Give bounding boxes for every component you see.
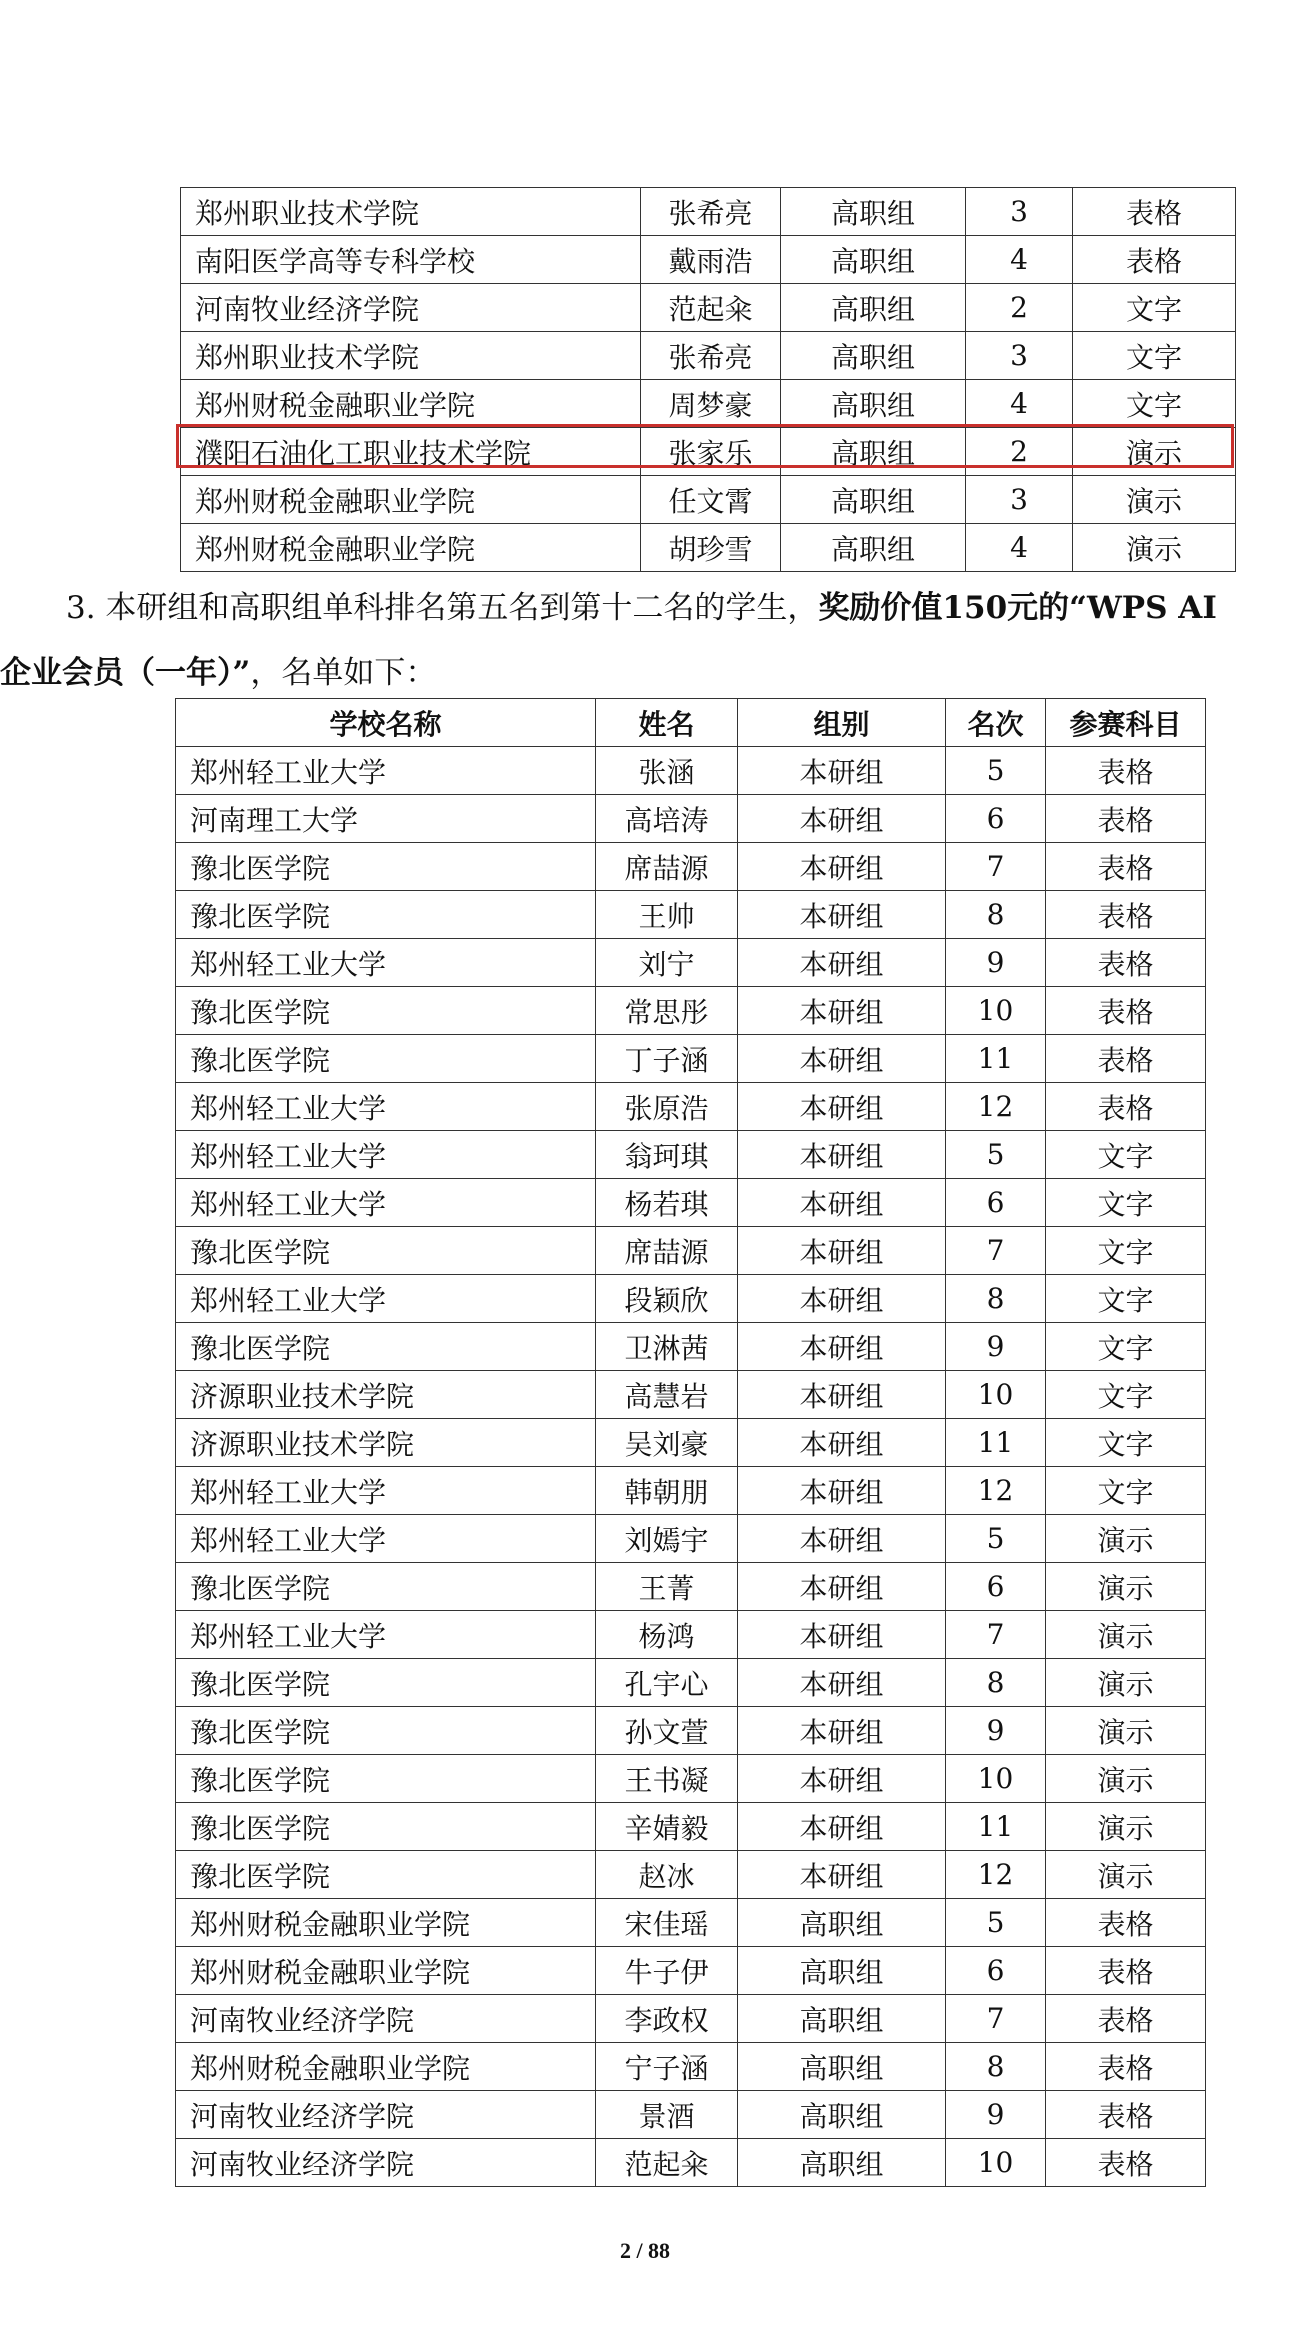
table-row	[176, 1467, 1206, 1515]
table-row	[176, 1035, 1206, 1083]
cell-rank: 8	[946, 2043, 1046, 2091]
award-paragraph-suffix: ，名单如下：	[250, 655, 437, 691]
award-paragraph-line-1	[66, 582, 1217, 627]
cell-rank: 6	[946, 1947, 1046, 1995]
table-row	[176, 1563, 1206, 1611]
cell-subject: 表格	[1046, 891, 1206, 939]
cell-rank: 10	[946, 2139, 1046, 2187]
cell-school: 豫北医学院	[176, 1563, 596, 1611]
cell-group: 本研组	[738, 1803, 946, 1851]
cell-group: 本研组	[738, 843, 946, 891]
cell-group: 高职组	[781, 332, 966, 380]
table-row	[176, 2091, 1206, 2139]
cell-group: 高职组	[738, 1899, 946, 1947]
cell-name: 张希亮	[641, 332, 781, 380]
cell-name: 范起籴	[641, 284, 781, 332]
cell-school: 豫北医学院	[176, 1851, 596, 1899]
cell-group: 本研组	[738, 891, 946, 939]
cell-subject: 表格	[1073, 188, 1236, 236]
cell-rank: 8	[946, 1275, 1046, 1323]
cell-group: 本研组	[738, 1467, 946, 1515]
header-group: 组别	[738, 699, 946, 747]
cell-subject: 演示	[1046, 1851, 1206, 1899]
cell-name: 赵冰	[596, 1851, 738, 1899]
award-prize-text-cont: 企业会员（一年）”	[0, 655, 251, 691]
cell-rank: 9	[946, 939, 1046, 987]
cell-rank: 2	[966, 284, 1073, 332]
cell-subject: 表格	[1073, 236, 1236, 284]
cell-name: 宋佳瑶	[596, 1899, 738, 1947]
cell-school: 河南牧业经济学院	[176, 2091, 596, 2139]
cell-school: 豫北医学院	[176, 1323, 596, 1371]
cell-group: 高职组	[781, 236, 966, 284]
cell-subject: 演示	[1073, 476, 1236, 524]
cell-school: 郑州轻工业大学	[176, 747, 596, 795]
table-row	[181, 332, 1236, 380]
cell-subject: 表格	[1046, 1899, 1206, 1947]
cell-rank: 10	[946, 1755, 1046, 1803]
cell-school: 豫北医学院	[176, 1707, 596, 1755]
cell-group: 本研组	[738, 987, 946, 1035]
cell-group: 本研组	[738, 1563, 946, 1611]
cell-name: 孔宇心	[596, 1659, 738, 1707]
cell-name: 翁珂琪	[596, 1131, 738, 1179]
cell-rank: 4	[966, 236, 1073, 284]
cell-rank: 8	[946, 891, 1046, 939]
cell-group: 高职组	[781, 428, 966, 476]
cell-school: 济源职业技术学院	[176, 1419, 596, 1467]
cell-name: 王菁	[596, 1563, 738, 1611]
cell-group: 本研组	[738, 1755, 946, 1803]
table-header-row	[176, 699, 1206, 747]
cell-name: 张家乐	[641, 428, 781, 476]
cell-group: 本研组	[738, 795, 946, 843]
cell-name: 周梦豪	[641, 380, 781, 428]
table-row	[181, 284, 1236, 332]
cell-school: 豫北医学院	[176, 843, 596, 891]
table-row	[176, 2139, 1206, 2187]
cell-group: 高职组	[738, 2139, 946, 2187]
cell-subject: 表格	[1046, 747, 1206, 795]
table-row	[181, 428, 1236, 476]
cell-subject: 文字	[1046, 1467, 1206, 1515]
cell-name: 戴雨浩	[641, 236, 781, 284]
cell-rank: 3	[966, 476, 1073, 524]
cell-group: 高职组	[781, 380, 966, 428]
cell-subject: 文字	[1046, 1323, 1206, 1371]
table-row	[176, 987, 1206, 1035]
cell-rank: 9	[946, 2091, 1046, 2139]
cell-rank: 12	[946, 1851, 1046, 1899]
cell-school: 郑州财税金融职业学院	[176, 2043, 596, 2091]
cell-group: 本研组	[738, 1323, 946, 1371]
cell-school: 濮阳石油化工职业技术学院	[181, 428, 641, 476]
cell-name: 王帅	[596, 891, 738, 939]
header-name: 姓名	[596, 699, 738, 747]
table-row	[176, 1995, 1206, 2043]
cell-school: 豫北医学院	[176, 1803, 596, 1851]
cell-subject: 表格	[1046, 1947, 1206, 1995]
cell-name: 杨鸿	[596, 1611, 738, 1659]
cell-subject: 文字	[1073, 284, 1236, 332]
cell-name: 辛婧毅	[596, 1803, 738, 1851]
cell-rank: 7	[946, 843, 1046, 891]
cell-rank: 10	[946, 987, 1046, 1035]
cell-subject: 表格	[1046, 1995, 1206, 2043]
table-row	[176, 939, 1206, 987]
cell-subject: 表格	[1046, 939, 1206, 987]
cell-school: 豫北医学院	[176, 1227, 596, 1275]
cell-rank: 3	[966, 332, 1073, 380]
cell-name: 李政权	[596, 1995, 738, 2043]
cell-subject: 表格	[1046, 987, 1206, 1035]
cell-subject: 表格	[1046, 2091, 1206, 2139]
cell-rank: 6	[946, 1563, 1046, 1611]
cell-school: 豫北医学院	[176, 891, 596, 939]
table-row	[176, 1707, 1206, 1755]
cell-name: 王书凝	[596, 1755, 738, 1803]
cell-rank: 6	[946, 1179, 1046, 1227]
cell-name: 刘宁	[596, 939, 738, 987]
cell-rank: 9	[946, 1707, 1046, 1755]
cell-subject: 演示	[1046, 1755, 1206, 1803]
table-row	[176, 1947, 1206, 1995]
cell-group: 高职组	[781, 524, 966, 572]
cell-rank: 11	[946, 1419, 1046, 1467]
cell-subject: 演示	[1046, 1803, 1206, 1851]
cell-group: 高职组	[738, 1947, 946, 1995]
cell-group: 高职组	[738, 2091, 946, 2139]
cell-rank: 11	[946, 1803, 1046, 1851]
cell-name: 刘嫣宇	[596, 1515, 738, 1563]
cell-subject: 文字	[1046, 1131, 1206, 1179]
cell-subject: 表格	[1046, 795, 1206, 843]
cell-school: 郑州轻工业大学	[176, 1467, 596, 1515]
cell-name: 高慧岩	[596, 1371, 738, 1419]
cell-subject: 表格	[1046, 1035, 1206, 1083]
table-row	[181, 236, 1236, 284]
table-row	[176, 747, 1206, 795]
cell-rank: 4	[966, 524, 1073, 572]
table-row	[176, 1803, 1206, 1851]
cell-group: 本研组	[738, 1371, 946, 1419]
table-row	[176, 1515, 1206, 1563]
table-row	[176, 1131, 1206, 1179]
cell-subject: 表格	[1046, 2139, 1206, 2187]
cell-name: 高培涛	[596, 795, 738, 843]
cell-group: 高职组	[781, 188, 966, 236]
cell-school: 郑州轻工业大学	[176, 1611, 596, 1659]
cell-school: 郑州轻工业大学	[176, 1515, 596, 1563]
cell-subject: 演示	[1046, 1515, 1206, 1563]
cell-rank: 5	[946, 1899, 1046, 1947]
cell-school: 济源职业技术学院	[176, 1371, 596, 1419]
cell-subject: 演示	[1046, 1659, 1206, 1707]
table-row	[181, 380, 1236, 428]
cell-school: 河南牧业经济学院	[176, 2139, 596, 2187]
cell-subject: 文字	[1046, 1419, 1206, 1467]
cell-school: 郑州职业技术学院	[181, 332, 641, 380]
cell-subject: 演示	[1073, 428, 1236, 476]
cell-group: 本研组	[738, 1419, 946, 1467]
cell-name: 任文霄	[641, 476, 781, 524]
cell-rank: 5	[946, 747, 1046, 795]
cell-name: 张希亮	[641, 188, 781, 236]
table-row	[181, 188, 1236, 236]
cell-name: 段颖欣	[596, 1275, 738, 1323]
cell-school: 河南理工大学	[176, 795, 596, 843]
award-prize-text: 奖励价值150元的“WPS AI	[818, 590, 1217, 626]
table-row	[176, 843, 1206, 891]
table-row	[176, 1755, 1206, 1803]
cell-subject: 演示	[1073, 524, 1236, 572]
cell-group: 高职组	[781, 284, 966, 332]
table-row	[181, 524, 1236, 572]
cell-rank: 7	[946, 1227, 1046, 1275]
rank5-12-winners-table	[175, 698, 1206, 2187]
cell-subject: 表格	[1046, 2043, 1206, 2091]
cell-rank: 9	[946, 1323, 1046, 1371]
table-row	[176, 1179, 1206, 1227]
cell-school: 河南牧业经济学院	[176, 1995, 596, 2043]
cell-name: 范起籴	[596, 2139, 738, 2187]
cell-subject: 文字	[1046, 1371, 1206, 1419]
winners-table-continued	[180, 187, 1236, 572]
page-number: 2 / 88	[619, 2238, 671, 2263]
cell-name: 牛子伊	[596, 1947, 738, 1995]
cell-subject: 文字	[1046, 1179, 1206, 1227]
table-row	[176, 1659, 1206, 1707]
cell-group: 本研组	[738, 1515, 946, 1563]
cell-rank: 11	[946, 1035, 1046, 1083]
award-paragraph-text: 3. 本研组和高职组单科排名第五名到第十二名的学生，	[66, 590, 819, 626]
cell-school: 南阳医学高等专科学校	[181, 236, 641, 284]
cell-name: 席喆源	[596, 843, 738, 891]
cell-name: 宁子涵	[596, 2043, 738, 2091]
table-row	[176, 2043, 1206, 2091]
table-row	[176, 1851, 1206, 1899]
cell-subject: 演示	[1046, 1611, 1206, 1659]
cell-group: 本研组	[738, 1227, 946, 1275]
cell-rank: 7	[946, 1995, 1046, 2043]
cell-name: 景酒	[596, 2091, 738, 2139]
cell-group: 本研组	[738, 1035, 946, 1083]
cell-name: 韩朝朋	[596, 1467, 738, 1515]
cell-school: 豫北医学院	[176, 987, 596, 1035]
award-paragraph-line-2	[0, 647, 436, 692]
cell-school: 豫北医学院	[176, 1755, 596, 1803]
cell-name: 席喆源	[596, 1227, 738, 1275]
table-row	[176, 1611, 1206, 1659]
cell-rank: 7	[946, 1611, 1046, 1659]
cell-group: 本研组	[738, 1179, 946, 1227]
cell-rank: 5	[946, 1515, 1046, 1563]
cell-subject: 表格	[1046, 1083, 1206, 1131]
cell-subject: 演示	[1046, 1707, 1206, 1755]
cell-name: 孙文萱	[596, 1707, 738, 1755]
cell-rank: 12	[946, 1467, 1046, 1515]
cell-subject: 文字	[1046, 1227, 1206, 1275]
header-rank: 名次	[946, 699, 1046, 747]
cell-school: 郑州财税金融职业学院	[181, 524, 641, 572]
cell-school: 郑州财税金融职业学院	[181, 476, 641, 524]
cell-rank: 2	[966, 428, 1073, 476]
cell-subject: 文字	[1073, 380, 1236, 428]
cell-name: 常思彤	[596, 987, 738, 1035]
cell-group: 高职组	[738, 1995, 946, 2043]
table-row	[181, 476, 1236, 524]
cell-group: 高职组	[738, 2043, 946, 2091]
cell-group: 高职组	[781, 476, 966, 524]
cell-school: 郑州财税金融职业学院	[181, 380, 641, 428]
table-row	[176, 1227, 1206, 1275]
cell-group: 本研组	[738, 1707, 946, 1755]
table-row	[176, 891, 1206, 939]
table-row	[176, 1899, 1206, 1947]
cell-school: 郑州轻工业大学	[176, 939, 596, 987]
cell-group: 本研组	[738, 747, 946, 795]
cell-group: 本研组	[738, 1275, 946, 1323]
table-row	[176, 1419, 1206, 1467]
cell-name: 丁子涵	[596, 1035, 738, 1083]
cell-name: 张涵	[596, 747, 738, 795]
table-row	[176, 1323, 1206, 1371]
cell-group: 本研组	[738, 1611, 946, 1659]
table-row	[176, 795, 1206, 843]
table-row	[176, 1371, 1206, 1419]
cell-rank: 4	[966, 380, 1073, 428]
cell-group: 本研组	[738, 1083, 946, 1131]
cell-school: 豫北医学院	[176, 1659, 596, 1707]
cell-school: 郑州轻工业大学	[176, 1179, 596, 1227]
cell-group: 本研组	[738, 1851, 946, 1899]
cell-rank: 12	[946, 1083, 1046, 1131]
winners-table-continued-body	[181, 188, 1236, 572]
cell-rank: 8	[946, 1659, 1046, 1707]
cell-rank: 6	[946, 795, 1046, 843]
table-row	[176, 1275, 1206, 1323]
cell-group: 本研组	[738, 1659, 946, 1707]
cell-name: 卫淋茜	[596, 1323, 738, 1371]
cell-name: 胡珍雪	[641, 524, 781, 572]
cell-school: 郑州财税金融职业学院	[176, 1947, 596, 1995]
cell-subject: 文字	[1046, 1275, 1206, 1323]
cell-school: 郑州财税金融职业学院	[176, 1899, 596, 1947]
cell-group: 本研组	[738, 1131, 946, 1179]
cell-school: 豫北医学院	[176, 1035, 596, 1083]
cell-school: 郑州职业技术学院	[181, 188, 641, 236]
cell-school: 郑州轻工业大学	[176, 1083, 596, 1131]
table-row	[176, 1083, 1206, 1131]
cell-name: 张原浩	[596, 1083, 738, 1131]
rank5-12-winners-table-body	[176, 747, 1206, 2187]
cell-school: 郑州轻工业大学	[176, 1275, 596, 1323]
cell-school: 河南牧业经济学院	[181, 284, 641, 332]
cell-rank: 10	[946, 1371, 1046, 1419]
cell-rank: 3	[966, 188, 1073, 236]
cell-rank: 5	[946, 1131, 1046, 1179]
cell-subject: 表格	[1046, 843, 1206, 891]
cell-subject: 演示	[1046, 1563, 1206, 1611]
header-school: 学校名称	[176, 699, 596, 747]
cell-subject: 文字	[1073, 332, 1236, 380]
cell-group: 本研组	[738, 939, 946, 987]
cell-school: 郑州轻工业大学	[176, 1131, 596, 1179]
cell-name: 杨若琪	[596, 1179, 738, 1227]
header-subject: 参赛科目	[1046, 699, 1206, 747]
cell-name: 吴刘豪	[596, 1419, 738, 1467]
